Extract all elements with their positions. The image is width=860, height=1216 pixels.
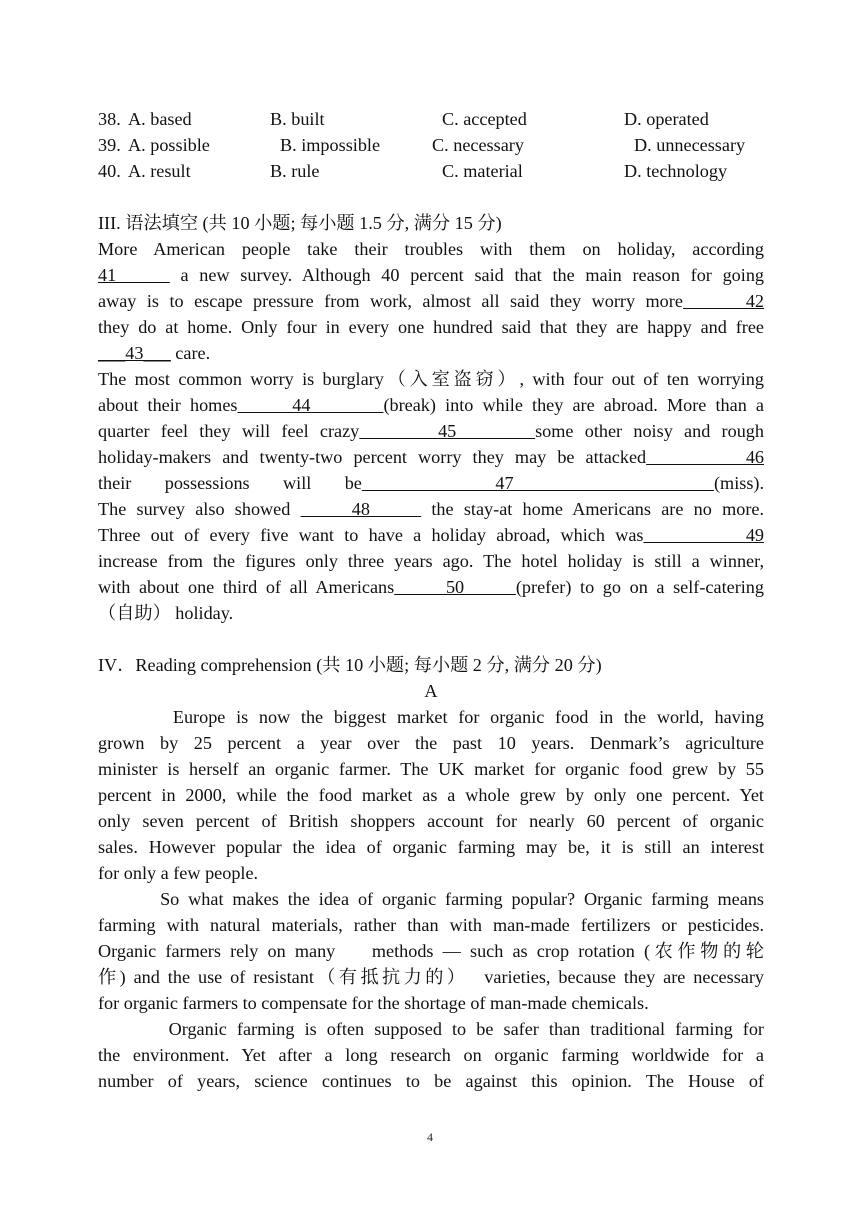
answer-blank: 46 [646, 447, 764, 467]
option-b: B. rule [270, 161, 320, 181]
section-3-title: III. 语法填空 (共 10 小题; 每小题 1.5 分, 满分 15 分) [98, 213, 502, 233]
passage-label: A [424, 681, 438, 701]
option-d: D. technology [624, 161, 728, 181]
passage-text: The most common worry is burglary（入室盗窃）, with four out of ten worrying [98, 369, 764, 389]
passage-line: 作) and the use of resistant（有抵抗力的） varieties, because they are necessary [98, 967, 764, 987]
answer-blank: 41 [98, 265, 170, 285]
passage-text: The survey also showed [98, 499, 301, 519]
section-4-title: IV．Reading comprehension (共 10 小题; 每小题 2 分, 满分 20 分) [98, 655, 602, 675]
passage-text: (miss). [713, 473, 764, 493]
option-c: C. accepted [442, 109, 527, 129]
answer-blank: 49 [643, 525, 764, 545]
option-row [98, 132, 764, 158]
passage-text: Three out of every five want to have a holiday abroad, which was [98, 525, 644, 545]
passage-text: about their homes [98, 395, 238, 415]
passage-line [98, 262, 764, 288]
answer-blank: 42 [682, 291, 764, 311]
passage-text: quarter feel they will feel crazy [98, 421, 360, 441]
passage-text: away is to escape pressure from work, almost all said they worry more [98, 291, 683, 311]
passage-line: farming with natural materials, rather than with man-made fertilizers or pesticides. [98, 915, 764, 935]
passage-line: grown by 25 percent a year over the past 10 years. Denmark’s agriculture [98, 733, 764, 753]
passage-line: only seven percent of British shoppers account for nearly 60 percent of organic [98, 811, 764, 831]
option-d: D. operated [624, 109, 709, 129]
passage-line: Organic farmers rely on many methods — such as crop rotation (农作物的轮 [98, 941, 764, 961]
passage-text: More American people take their troubles with them on holiday, according [98, 239, 764, 259]
passage-line: for organic farmers to compensate for the shortage of man-made chemicals. [98, 993, 649, 1013]
option-a: A. result [128, 161, 191, 181]
passage-line [98, 366, 764, 392]
passage-line [98, 496, 764, 522]
answer-blank: 45 [359, 421, 536, 441]
passage-line: the environment. Yet after a long research on organic farming worldwide for a [98, 1045, 764, 1065]
passage-line: So what makes the idea of organic farming popular? Organic farming means [98, 889, 764, 909]
question-number: 40. [98, 161, 121, 181]
passage-text: their possessions will be [98, 473, 362, 493]
passage-line [98, 288, 764, 314]
passage-text: a new survey. Although 40 percent said that the main reason for going [169, 265, 764, 285]
passage-text: they do at home. Only four in every one hundred said that they are happy and free [98, 317, 764, 337]
answer-blank: 48 [300, 499, 422, 519]
option-c: C. material [442, 161, 523, 181]
section-3-passage [98, 236, 764, 626]
passage-line [98, 444, 764, 470]
passage-line [98, 236, 764, 262]
passage-line [98, 470, 764, 496]
passage-line [98, 600, 764, 626]
passage-text: some other noisy and rough [535, 421, 764, 441]
option-c: C. necessary [432, 135, 524, 155]
option-a: A. possible [128, 135, 210, 155]
passage-text: （自助） holiday. [98, 603, 234, 623]
section-4-passage [98, 704, 764, 1094]
passage-line [98, 314, 764, 340]
question-number: 39. [98, 135, 121, 155]
option-a: A. based [128, 109, 192, 129]
passage-text: increase from the figures only three years ago. The hotel holiday is still a winner, [98, 551, 764, 571]
passage-text: with about one third of all Americans [98, 577, 395, 597]
passage-line: number of years, science continues to be against this opinion. The House of [98, 1071, 764, 1091]
option-row [98, 106, 764, 132]
passage-line: sales. However popular the idea of organic farming may be, it is still an interest [98, 837, 764, 857]
passage-line [98, 340, 764, 366]
spacer [98, 626, 764, 652]
passage-line [98, 574, 764, 600]
passage-line [98, 392, 764, 418]
page-number: 4 [427, 1130, 433, 1144]
option-row [98, 158, 764, 184]
options-block [98, 106, 764, 184]
passage-line: for only a few people. [98, 863, 259, 883]
passage-text: (break) into while they are abroad. More than a [383, 395, 764, 415]
passage-line: Europe is now the biggest market for organic food in the world, having [98, 707, 764, 727]
passage-text: (prefer) to go on a self-catering [515, 577, 764, 597]
passage-line: percent in 2000, while the food market as a whole grew by only one percent. Yet [98, 785, 764, 805]
option-b: B. built [270, 109, 325, 129]
passage-text: holiday-makers and twenty-two percent worry they may be attacked [98, 447, 647, 467]
option-b: B. impossible [280, 135, 381, 155]
answer-blank: 47 [361, 473, 714, 493]
answer-blank: 50 [394, 577, 516, 597]
exam-page [98, 106, 764, 1094]
passage-line [98, 418, 764, 444]
passage-line: minister is herself an organic farmer. The UK market for organic food grew by 55 [98, 759, 764, 779]
passage-line [98, 548, 764, 574]
passage-text: care. [170, 343, 211, 363]
answer-blank: 44 [237, 395, 384, 415]
passage-line [98, 522, 764, 548]
option-d: D. unnecessary [634, 135, 746, 155]
passage-line: Organic farming is often supposed to be safer than traditional farming for [98, 1019, 764, 1039]
question-number: 38. [98, 109, 121, 129]
passage-text: the stay-at home Americans are no more. [421, 499, 764, 519]
spacer [98, 184, 764, 210]
answer-blank: ___43___ [98, 343, 171, 363]
